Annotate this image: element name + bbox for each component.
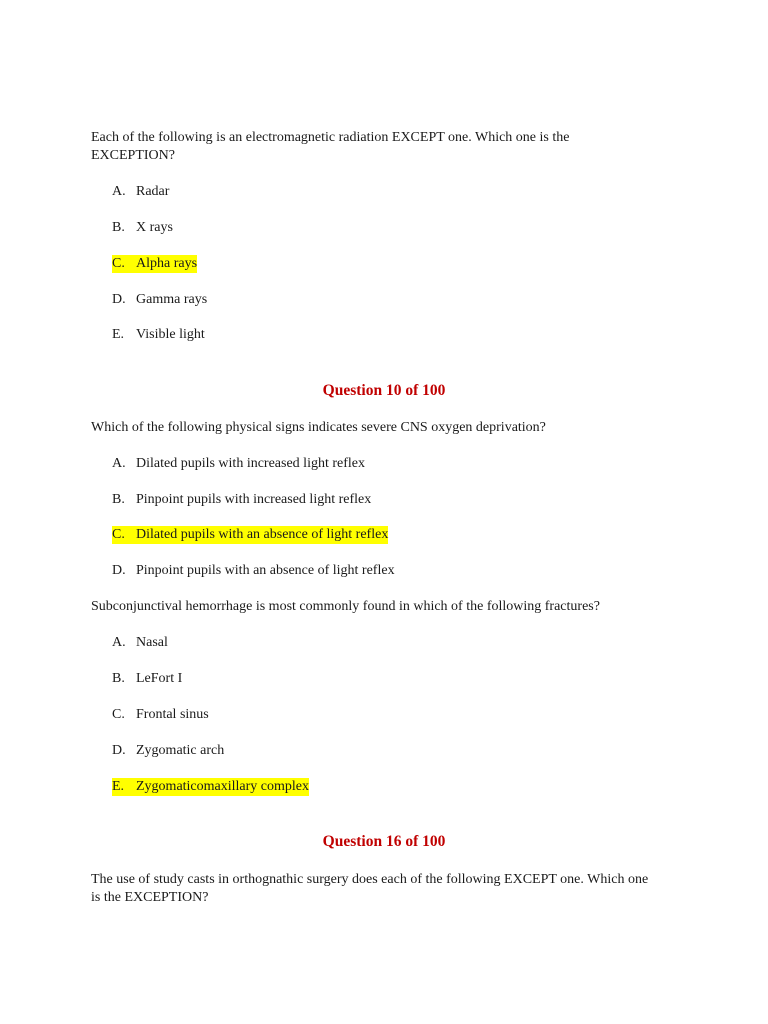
answer-option (112, 326, 205, 344)
answer-option (112, 634, 168, 652)
option-letter: D. (112, 743, 126, 758)
answer-option (112, 491, 371, 509)
option-text: LeFort I (136, 671, 183, 686)
answer-option (112, 291, 207, 309)
option-letter: A. (112, 456, 126, 471)
option-text: Dilated pupils with an absence of light reflex (136, 527, 389, 542)
answer-option (112, 562, 395, 580)
answer-option-highlighted (112, 255, 197, 273)
answer-option-highlighted (112, 778, 309, 796)
option-text: Zygomaticomaxillary complex (136, 779, 310, 794)
answer-option (112, 455, 365, 473)
option-letter: A. (112, 184, 126, 199)
option-text: X rays (136, 220, 173, 235)
option-text: Alpha rays (136, 256, 198, 271)
option-text: Pinpoint pupils with an absence of light reflex (136, 563, 395, 578)
question-stem: The use of study casts in orthognathic surgery does each of the following EXCEPT one. Which one is the EXCEPTION? (91, 872, 649, 905)
option-letter: E. (112, 779, 125, 794)
option-letter: E. (112, 327, 125, 342)
option-letter: A. (112, 635, 126, 650)
option-text: Nasal (136, 635, 168, 650)
question-stem: Subconjunctival hemorrhage is most commonly found in which of the following fractures? (91, 599, 600, 614)
answer-option (112, 670, 182, 688)
option-letter: C. (112, 527, 125, 542)
option-text: Gamma rays (136, 292, 208, 307)
option-letter: B. (112, 671, 125, 686)
question-heading: Question 16 of 100 (322, 833, 446, 850)
option-text: Frontal sinus (136, 707, 209, 722)
option-text: Pinpoint pupils with increased light reflex (136, 492, 372, 507)
answer-option (112, 183, 169, 201)
option-letter: D. (112, 563, 126, 578)
answer-option (112, 742, 224, 760)
option-text: Radar (136, 184, 170, 199)
question-stem: Each of the following is an electromagnetic radiation EXCEPT one. Which one is the EXCEPTION? (91, 130, 570, 163)
option-text: Zygomatic arch (136, 743, 225, 758)
question-heading: Question 10 of 100 (322, 382, 446, 399)
option-letter: B. (112, 492, 125, 507)
option-text: Dilated pupils with increased light reflex (136, 456, 365, 471)
question-stem: Which of the following physical signs indicates severe CNS oxygen deprivation? (91, 420, 546, 435)
option-text: Visible light (136, 327, 205, 342)
option-letter: D. (112, 292, 126, 307)
answer-option (112, 219, 173, 237)
option-letter: C. (112, 707, 125, 722)
option-letter: C. (112, 256, 125, 271)
option-letter: B. (112, 220, 125, 235)
answer-option (112, 706, 209, 724)
answer-option-highlighted (112, 526, 388, 544)
